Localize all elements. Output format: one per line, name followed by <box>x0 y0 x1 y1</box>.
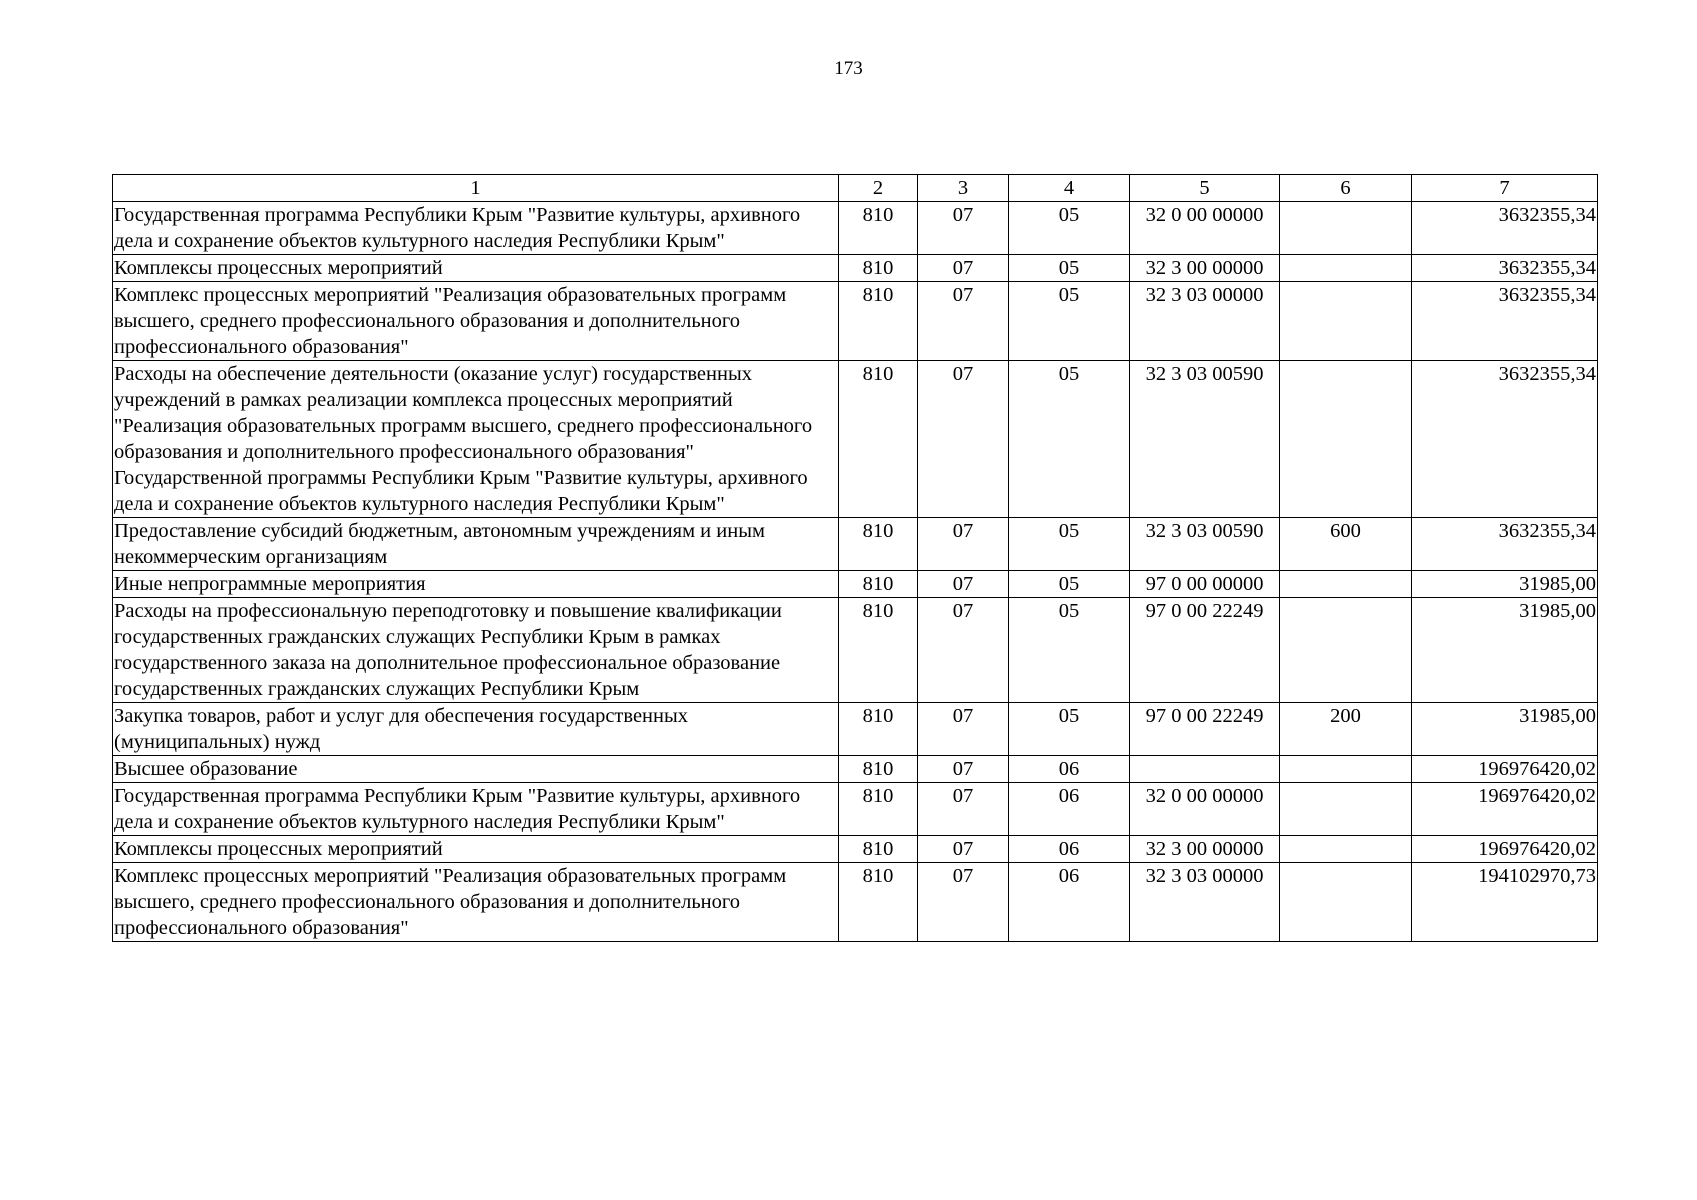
amount: 3632355,34 <box>1412 255 1598 282</box>
ministry-code: 810 <box>839 783 918 836</box>
ministry-code: 810 <box>839 361 918 518</box>
amount: 31985,00 <box>1412 571 1598 598</box>
ministry-code: 810 <box>839 202 918 255</box>
expense-type-code <box>1280 282 1412 361</box>
section-code: 07 <box>918 783 1009 836</box>
page-number: 173 <box>834 58 863 79</box>
table-row <box>113 518 1598 571</box>
amount: 3632355,34 <box>1412 282 1598 361</box>
ministry-code: 810 <box>839 863 918 942</box>
expense-type-code <box>1280 361 1412 518</box>
ministry-code: 810 <box>839 703 918 756</box>
expense-type-code <box>1280 571 1412 598</box>
table-row <box>113 361 1598 518</box>
target-article-code: 32 3 03 00590 <box>1130 361 1280 518</box>
section-code: 07 <box>918 255 1009 282</box>
row-name: Комплекс процессных мероприятий "Реализация образовательных программ высшего, среднего профессионального образования и дополнительного профессионального образования" <box>113 282 839 361</box>
subsection-code: 06 <box>1009 783 1130 836</box>
section-code: 07 <box>918 571 1009 598</box>
section-code: 07 <box>918 282 1009 361</box>
ministry-code: 810 <box>839 518 918 571</box>
row-name: Предоставление субсидий бюджетным, автономным учреждениям и иным некоммерческим организациям <box>113 518 839 571</box>
section-code: 07 <box>918 863 1009 942</box>
amount: 196976420,02 <box>1412 756 1598 783</box>
subsection-code: 06 <box>1009 836 1130 863</box>
expense-type-code <box>1280 255 1412 282</box>
column-number: 2 <box>839 175 918 202</box>
expense-type-code: 200 <box>1280 703 1412 756</box>
target-article-code: 32 3 00 00000 <box>1130 255 1280 282</box>
row-name: Государственная программа Республики Крым "Развитие культуры, архивного дела и сохранение объектов культурного наследия Республики Крым" <box>113 783 839 836</box>
expense-type-code <box>1280 202 1412 255</box>
table-row <box>113 598 1598 703</box>
target-article-code: 97 0 00 00000 <box>1130 571 1280 598</box>
table-row <box>113 255 1598 282</box>
row-name: Государственная программа Республики Крым "Развитие культуры, архивного дела и сохранение объектов культурного наследия Республики Крым" <box>113 202 839 255</box>
expense-type-code: 600 <box>1280 518 1412 571</box>
target-article-code: 97 0 00 22249 <box>1130 703 1280 756</box>
ministry-code: 810 <box>839 282 918 361</box>
target-article-code: 32 3 03 00000 <box>1130 282 1280 361</box>
table-row <box>113 571 1598 598</box>
row-name: Комплексы процессных мероприятий <box>113 255 839 282</box>
row-name: Закупка товаров, работ и услуг для обеспечения государственных (муниципальных) нужд <box>113 703 839 756</box>
target-article-code <box>1130 756 1280 783</box>
amount: 196976420,02 <box>1412 783 1598 836</box>
target-article-code: 97 0 00 22249 <box>1130 598 1280 703</box>
section-code: 07 <box>918 703 1009 756</box>
row-name: Расходы на обеспечение деятельности (оказание услуг) государственных учреждений в рамках реализации комплекса процессных мероприятий "Реализация образовательных программ высшего, среднего профессионального образования и дополнительного профессионального образования" Государственной программы Республики Крым "Развитие культуры, архивного дела и сохранение объектов культурного наследия Республики Крым" <box>113 361 839 518</box>
column-numbers-row <box>113 175 1598 202</box>
table-row <box>113 282 1598 361</box>
table-row <box>113 863 1598 942</box>
subsection-code: 05 <box>1009 703 1130 756</box>
subsection-code: 06 <box>1009 863 1130 942</box>
row-name: Иные непрограммные мероприятия <box>113 571 839 598</box>
section-code: 07 <box>918 836 1009 863</box>
column-number: 1 <box>113 175 839 202</box>
budget-table <box>112 174 1598 942</box>
ministry-code: 810 <box>839 836 918 863</box>
subsection-code: 05 <box>1009 202 1130 255</box>
expense-type-code <box>1280 756 1412 783</box>
subsection-code: 05 <box>1009 571 1130 598</box>
expense-type-code <box>1280 863 1412 942</box>
expense-type-code <box>1280 598 1412 703</box>
column-number: 4 <box>1009 175 1130 202</box>
expense-type-code <box>1280 836 1412 863</box>
table-row <box>113 756 1598 783</box>
amount: 3632355,34 <box>1412 202 1598 255</box>
amount: 3632355,34 <box>1412 361 1598 518</box>
column-number: 5 <box>1130 175 1280 202</box>
column-number: 7 <box>1412 175 1598 202</box>
subsection-code: 05 <box>1009 255 1130 282</box>
amount: 31985,00 <box>1412 598 1598 703</box>
target-article-code: 32 3 03 00590 <box>1130 518 1280 571</box>
section-code: 07 <box>918 361 1009 518</box>
subsection-code: 05 <box>1009 598 1130 703</box>
section-code: 07 <box>918 202 1009 255</box>
row-name: Высшее образование <box>113 756 839 783</box>
subsection-code: 06 <box>1009 756 1130 783</box>
table-row <box>113 783 1598 836</box>
target-article-code: 32 3 03 00000 <box>1130 863 1280 942</box>
column-number: 3 <box>918 175 1009 202</box>
table-row <box>113 836 1598 863</box>
amount: 3632355,34 <box>1412 518 1598 571</box>
amount: 31985,00 <box>1412 703 1598 756</box>
row-name: Комплексы процессных мероприятий <box>113 836 839 863</box>
section-code: 07 <box>918 756 1009 783</box>
amount: 194102970,73 <box>1412 863 1598 942</box>
subsection-code: 05 <box>1009 361 1130 518</box>
expense-type-code <box>1280 783 1412 836</box>
ministry-code: 810 <box>839 756 918 783</box>
ministry-code: 810 <box>839 255 918 282</box>
target-article-code: 32 0 00 00000 <box>1130 783 1280 836</box>
table-row <box>113 703 1598 756</box>
target-article-code: 32 3 00 00000 <box>1130 836 1280 863</box>
row-name: Расходы на профессиональную переподготовку и повышение квалификации государственных гражданских служащих Республики Крым в рамках государственного заказа на дополнительное профессиональное образование государственных гражданских служащих Республики Крым <box>113 598 839 703</box>
column-number: 6 <box>1280 175 1412 202</box>
subsection-code: 05 <box>1009 282 1130 361</box>
amount: 196976420,02 <box>1412 836 1598 863</box>
table-row <box>113 202 1598 255</box>
subsection-code: 05 <box>1009 518 1130 571</box>
section-code: 07 <box>918 598 1009 703</box>
target-article-code: 32 0 00 00000 <box>1130 202 1280 255</box>
ministry-code: 810 <box>839 598 918 703</box>
row-name: Комплекс процессных мероприятий "Реализация образовательных программ высшего, среднего профессионального образования и дополнительного профессионального образования" <box>113 863 839 942</box>
ministry-code: 810 <box>839 571 918 598</box>
section-code: 07 <box>918 518 1009 571</box>
